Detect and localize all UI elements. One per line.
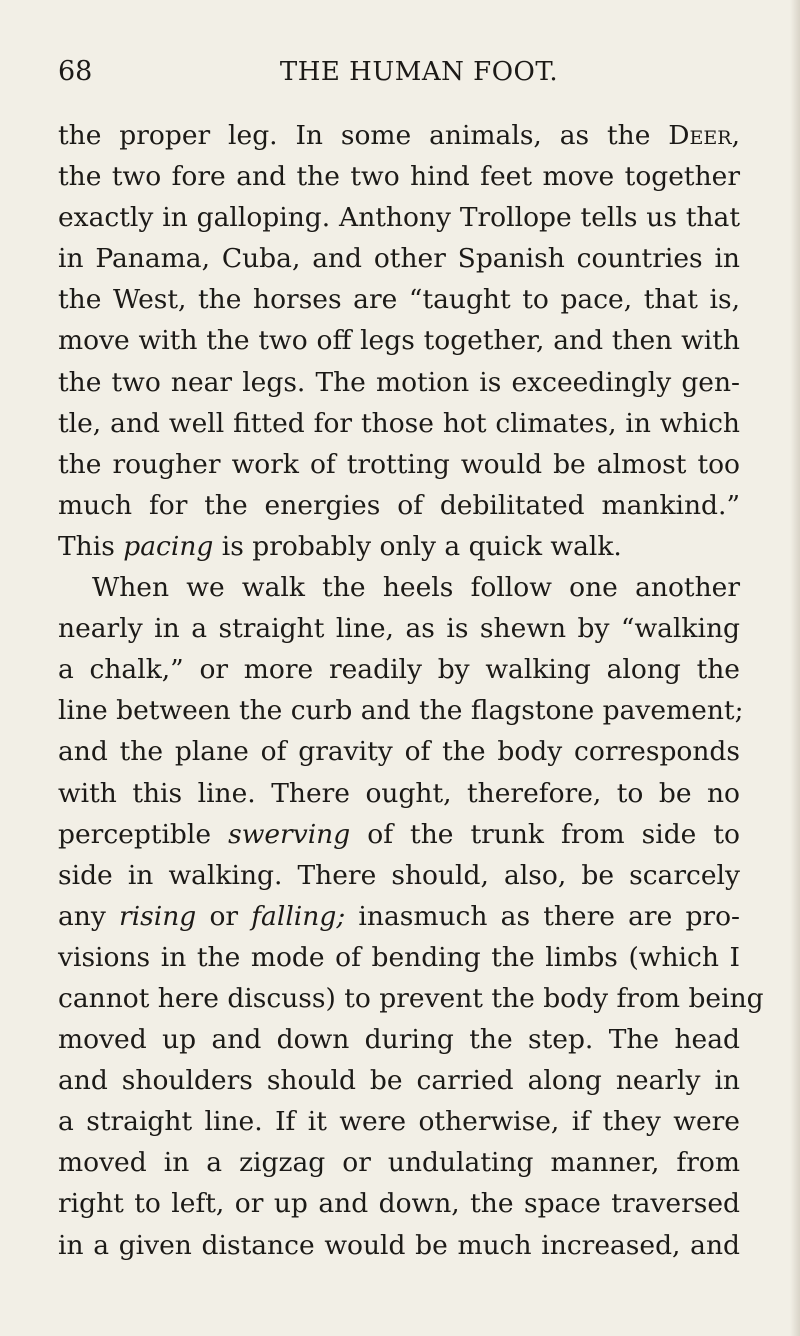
text-line	[58, 1101, 740, 1142]
text-line	[58, 855, 740, 896]
page-edge-shadow	[790, 0, 800, 1336]
page-header	[58, 52, 740, 92]
text-run: This	[58, 530, 124, 562]
text-line	[58, 197, 740, 238]
text-run: visions in the mode of bending the limbs (which I	[58, 941, 740, 973]
text-line	[58, 485, 740, 526]
text-run: much for the energies of debilitated mankind.”	[58, 489, 740, 521]
text-run: cannot here discuss) to prevent the body from being	[58, 982, 764, 1014]
text-run: inasmuch as there are pro-	[345, 900, 740, 932]
text-run: is probably only a quick walk.	[213, 530, 622, 562]
text-run: move with the two off legs together, and then with	[58, 325, 740, 357]
page-number: 68	[58, 56, 93, 87]
text-line	[58, 156, 740, 197]
text-line	[58, 1225, 740, 1266]
text-run: perceptible	[58, 818, 229, 850]
text-run: moved in a zigzag or undulating manner, from	[58, 1147, 740, 1179]
text-run: the West, the horses are “taught to pace, that is,	[58, 284, 740, 316]
text-line	[58, 115, 740, 156]
text-line	[58, 567, 740, 608]
text-line	[58, 1142, 740, 1183]
running-head: THE HUMAN FOOT.	[279, 57, 559, 87]
italic-word: swerving	[228, 818, 351, 850]
text-run: moved up and down during the step. The head	[58, 1024, 740, 1056]
italic-word: rising	[119, 900, 197, 932]
text-run: and the plane of gravity of the body corresponds	[58, 736, 740, 768]
text-run: When we walk the heels follow one another	[92, 572, 740, 604]
text-line	[58, 649, 740, 690]
text-run: or	[196, 900, 252, 932]
text-line	[58, 238, 740, 279]
text-run: side in walking. There should, also, be scarcely	[58, 859, 740, 891]
text-line	[58, 444, 740, 485]
italic-word: falling;	[251, 900, 346, 932]
text-line	[58, 773, 740, 814]
text-line	[58, 320, 740, 361]
text-run: the rougher work of trotting would be almost too	[58, 448, 740, 480]
text-line	[58, 731, 740, 772]
text-line	[58, 896, 740, 937]
text-run: with this line. There ought, therefore, to be no	[58, 777, 740, 809]
text-run: nearly in a straight line, as is shewn by “walking	[58, 613, 740, 645]
text-run: any	[58, 900, 120, 932]
text-line	[58, 526, 740, 567]
text-line	[58, 978, 764, 1019]
text-run: exactly in galloping. Anthony Trollope tells us that	[58, 202, 740, 234]
text-line	[58, 279, 740, 320]
text-run: a straight line. If it were otherwise, if they were	[58, 1106, 740, 1138]
text-run: line between the curb and the flagstone pavement;	[58, 695, 744, 727]
text-line	[58, 403, 740, 444]
text-line	[58, 1060, 740, 1101]
text-run: the proper leg. In some animals, as the	[58, 120, 669, 151]
text-run: the two fore and the two hind feet move together	[58, 161, 740, 193]
small-caps-word: Deer	[668, 120, 732, 151]
text-line	[58, 690, 744, 731]
body-text	[58, 115, 764, 1266]
text-run: ,	[731, 120, 740, 151]
text-run: in a given distance would be much increased, and	[58, 1229, 740, 1261]
text-line	[58, 362, 740, 403]
text-run: in Panama, Cuba, and other Spanish countries in	[58, 243, 740, 275]
text-run: of the trunk from side to	[350, 818, 740, 850]
text-line	[58, 1183, 740, 1224]
text-run: the two near legs. The motion is exceedingly gen-	[58, 366, 740, 398]
text-line	[58, 937, 740, 978]
text-run: tle, and well fitted for those hot climates, in which	[58, 407, 740, 439]
text-run: right to left, or up and down, the space traversed	[58, 1188, 740, 1220]
italic-word: pacing	[123, 530, 214, 562]
text-run: and shoulders should be carried along nearly in	[58, 1065, 740, 1097]
text-run: a chalk,” or more readily by walking along the	[58, 654, 740, 686]
text-line	[58, 608, 740, 649]
text-line	[58, 1019, 740, 1060]
text-line	[58, 814, 740, 855]
